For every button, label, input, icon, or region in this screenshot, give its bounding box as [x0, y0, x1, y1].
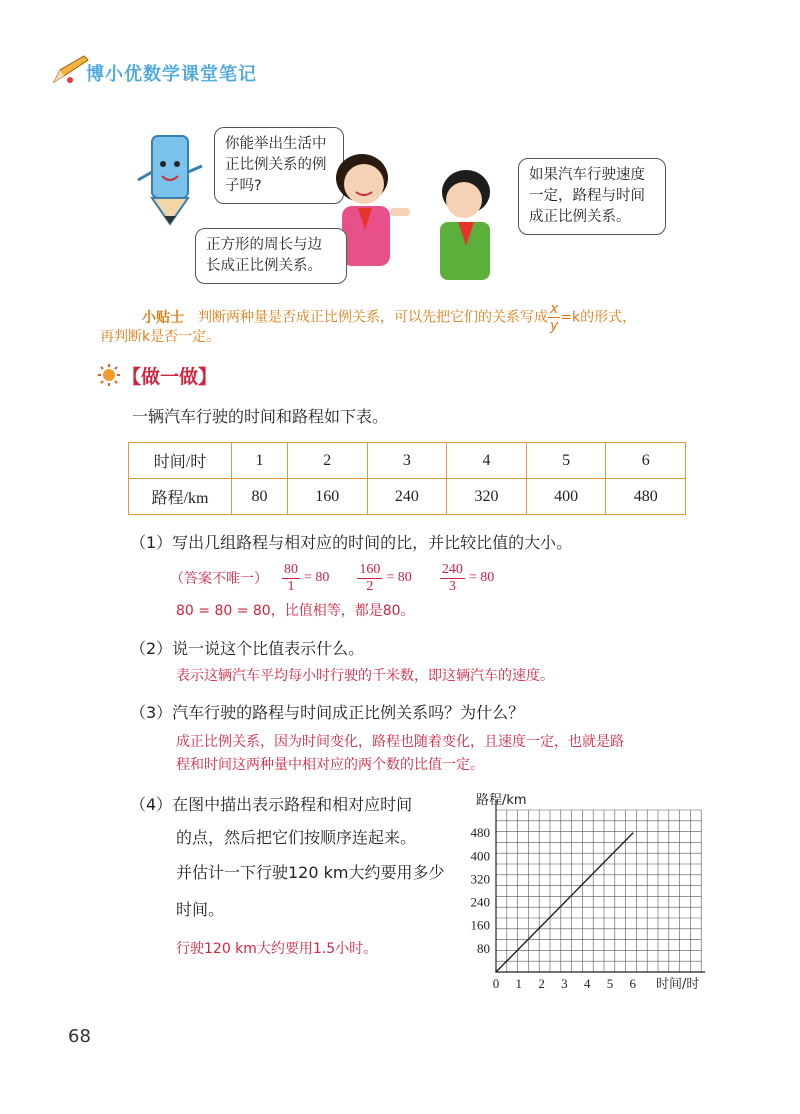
table-cell: 时间/时	[129, 443, 232, 479]
y-axis-label: 路程/km	[476, 793, 527, 808]
boy-figure-icon	[428, 162, 508, 280]
speech-bubble-boy: 如果汽车行驶速度一定，路程与时间成正比例关系。	[518, 158, 666, 235]
x-tick-label: 5	[606, 976, 614, 991]
question-4-line-1: （4）在图中描出表示路程和相对应时间	[130, 795, 413, 814]
answer-1-fractions	[170, 558, 494, 598]
tip-text-after: =k的形式，	[560, 309, 637, 326]
fraction-3-value: = 80	[468, 570, 495, 585]
page-number: 68	[68, 1026, 91, 1047]
table-cell: 4	[447, 443, 527, 479]
table-cell: 320	[447, 479, 527, 515]
table-cell: 6	[606, 443, 686, 479]
table-row	[129, 443, 686, 479]
table-cell: 80	[232, 479, 288, 515]
answer-3-line-2: 程和时间这两种量中相对应的两个数的比值一定。	[176, 757, 484, 773]
x-tick-label: 4	[583, 976, 591, 991]
x-tick-label: 0	[492, 976, 500, 991]
table-cell: 路程/km	[129, 479, 232, 515]
table-cell: 5	[526, 443, 606, 479]
logo-text: 博小优数学课堂笔记	[86, 64, 257, 85]
fraction-3: $\frac{240}{3}$	[441, 561, 463, 594]
table-cell: 2	[288, 443, 368, 479]
answer-3-line-1: 成正比例关系，因为时间变化，路程也随着变化，且速度一定，也就是路	[176, 734, 624, 750]
answer-1-line-2: 80 = 80 = 80，比值相等，都是80。	[176, 603, 415, 619]
answer-2: 表示这辆汽车平均每小时行驶的千米数，即这辆汽车的速度。	[176, 668, 554, 684]
x-tick-label: 2	[538, 976, 545, 991]
y-tick-label: 400	[470, 848, 490, 864]
y-tick-label: 80	[477, 940, 490, 956]
header-logo	[50, 52, 300, 88]
section-intro: 一辆汽车行驶的时间和路程如下表。	[132, 407, 389, 426]
tip-box	[142, 301, 702, 334]
question-3: （3）汽车行驶的路程与时间成正比例关系吗？为什么？	[130, 703, 525, 722]
pencil-mascot-icon	[130, 128, 210, 228]
tip-line-2: 再判断k是否一定。	[100, 329, 221, 345]
table-cell: 480	[606, 479, 686, 515]
table-cell: 1	[232, 443, 288, 479]
table-row	[129, 479, 686, 515]
fraction-1: $\frac{80}{1}$	[284, 561, 298, 594]
data-point	[518, 948, 520, 950]
fraction-2-value: = 80	[386, 570, 412, 585]
answer-note: （答案不唯一）	[170, 571, 268, 587]
x-tick-label: 3	[561, 976, 568, 991]
section-title: 【做一做】	[122, 366, 218, 388]
tip-text: 判断两种量是否成正比例关系，可以先把它们的关系写成	[198, 309, 548, 326]
distance-time-chart	[448, 788, 718, 1000]
question-4-line-2: 的点，然后把它们按顺序连起来。	[176, 828, 417, 847]
table-cell: 160	[288, 479, 368, 515]
fraction-2: $\frac{160}{2}$	[359, 561, 381, 594]
tip-label: 小贴士	[142, 309, 184, 326]
pencil-logo-icon	[50, 52, 90, 88]
data-point	[541, 925, 543, 927]
x-axis-label: 时间/时	[656, 977, 700, 992]
data-point	[609, 855, 611, 857]
y-tick-label: 240	[470, 894, 490, 910]
fraction-1-value: = 80	[304, 570, 330, 585]
table-cell: 240	[367, 479, 447, 515]
question-4-line-3: 并估计一下行驶120 km大约要用多少	[176, 863, 445, 882]
tip-fraction: $\frac{x}{y}$	[550, 301, 559, 334]
answer-4: 行驶120 km大约要用1.5小时。	[176, 941, 378, 957]
y-tick-label: 160	[470, 917, 490, 933]
speech-bubble-pencil: 你能举出生活中正比例关系的例子吗?	[214, 127, 344, 204]
data-table	[128, 442, 686, 515]
question-4-line-4: 时间。	[176, 900, 225, 919]
table-cell: 400	[526, 479, 606, 515]
data-point	[495, 971, 497, 973]
data-point	[586, 879, 588, 881]
x-tick-label: 1	[515, 976, 523, 991]
data-point	[632, 832, 634, 834]
speech-bubble-girl: 正方形的周长与边长成正比例关系。	[195, 228, 347, 284]
sun-icon	[98, 364, 120, 386]
x-tick-label: 6	[629, 976, 637, 991]
question-1: （1）写出几组路程与相对应的时间的比，并比较比值的大小。	[130, 533, 573, 552]
y-tick-label: 480	[470, 825, 490, 841]
question-2: （2）说一说这个比值表示什么。	[130, 639, 365, 658]
y-tick-label: 320	[470, 871, 490, 887]
data-point	[564, 902, 566, 904]
table-cell: 3	[367, 443, 447, 479]
